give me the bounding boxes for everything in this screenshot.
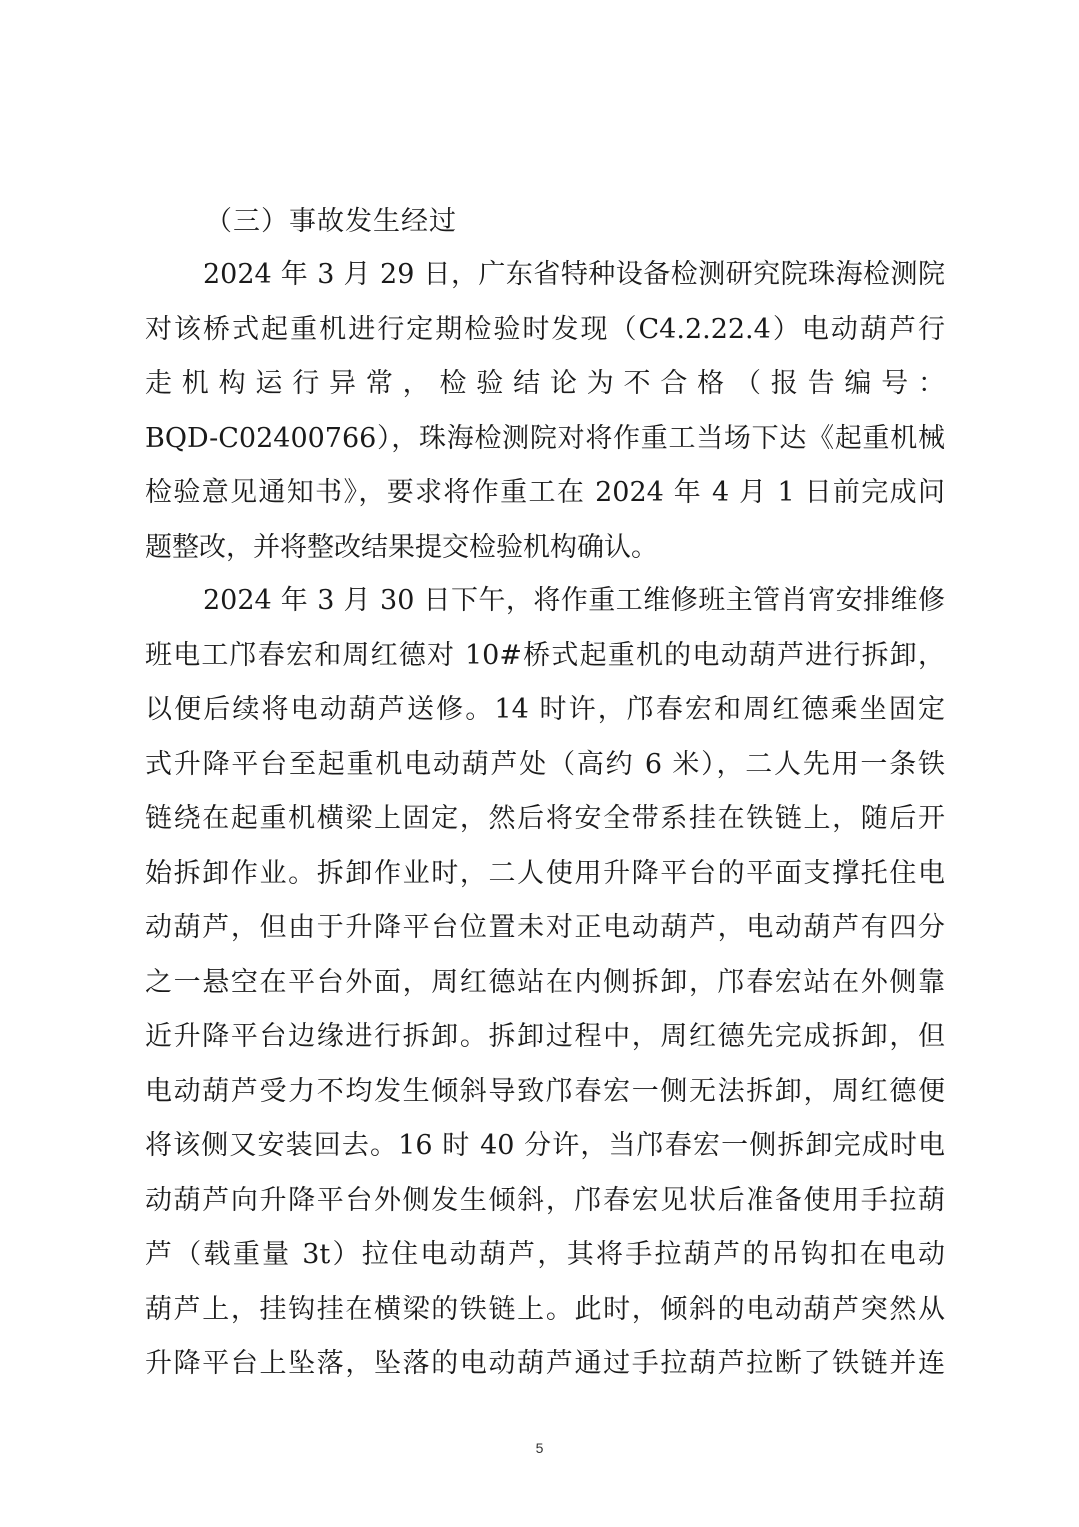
paragraph-line: 走机构运行异常，检验结论为不合格（报告编号： <box>145 368 945 399</box>
paragraph-line: 动葫芦，但由于升降平台位置未对正电动葫芦，电动葫芦有四分 <box>145 912 945 943</box>
page-number: 5 <box>535 1440 544 1456</box>
paragraph-line: 将该侧又安装回去。16 时 40 分许，当邝春宏一侧拆卸完成时电 <box>145 1130 945 1161</box>
paragraph-line: 芦（载重量 3t）拉住电动葫芦，其将手拉葫芦的吊钩扣在电动 <box>145 1239 945 1270</box>
paragraph-line: 升降平台上坠落，坠落的电动葫芦通过手拉葫芦拉断了铁链并连 <box>145 1348 945 1379</box>
paragraph-line: 2024 年 3 月 29 日，广东省特种设备检测研究院珠海检测院 <box>203 259 945 290</box>
paragraph-line: 近升降平台边缘进行拆卸。拆卸过程中，周红德先完成拆卸，但 <box>145 1021 945 1052</box>
paragraph-line: 之一悬空在平台外面，周红德站在内侧拆卸，邝春宏站在外侧靠 <box>145 966 945 998</box>
paragraph-accident-process <box>145 574 945 1392</box>
paragraph-line: 2024 年 3 月 30 日下午，将作重工维修班主管肖宵安排维修 <box>203 585 945 616</box>
paragraph-line: 电动葫芦受力不均发生倾斜导致邝春宏一侧无法拆卸，周红德便 <box>145 1075 945 1107</box>
paragraph-line: 对该桥式起重机进行定期检验时发现（C4.2.22.4）电动葫芦行 <box>145 313 945 345</box>
paragraph-inspection <box>145 248 945 575</box>
paragraph-line: 始拆卸作业。拆卸作业时，二人使用升降平台的平面支撑托住电 <box>145 857 945 889</box>
paragraph-line: 葫芦上，挂钩挂在横梁的铁链上。此时，倾斜的电动葫芦突然从 <box>145 1293 945 1325</box>
paragraph-line: 检验意见通知书》，要求将作重工在 2024 年 4 月 1 日前完成问 <box>145 477 945 508</box>
paragraph-line: 以便后续将电动葫芦送修。14 时许，邝春宏和周红德乘坐固定 <box>145 694 945 725</box>
paragraph-line: BQD-C02400766），珠海检测院对将作重工当场下达《起重机械 <box>145 422 945 454</box>
paragraph-line: 班电工邝春宏和周红德对 10#桥式起重机的电动葫芦进行拆卸， <box>145 639 945 671</box>
section-heading: （三）事故发生经过 <box>205 206 457 237</box>
paragraph-line: 链绕在起重机横梁上固定，然后将安全带系挂在铁链上，随后开 <box>145 803 945 834</box>
paragraph-line: 动葫芦向升降平台外侧发生倾斜，邝春宏见状后准备使用手拉葫 <box>145 1184 945 1216</box>
paragraph-line: 题整改，并将整改结果提交检验机构确认。 <box>145 531 658 563</box>
paragraph-line: 式升降平台至起重机电动葫芦处（高约 6 米），二人先用一条铁 <box>145 748 945 780</box>
